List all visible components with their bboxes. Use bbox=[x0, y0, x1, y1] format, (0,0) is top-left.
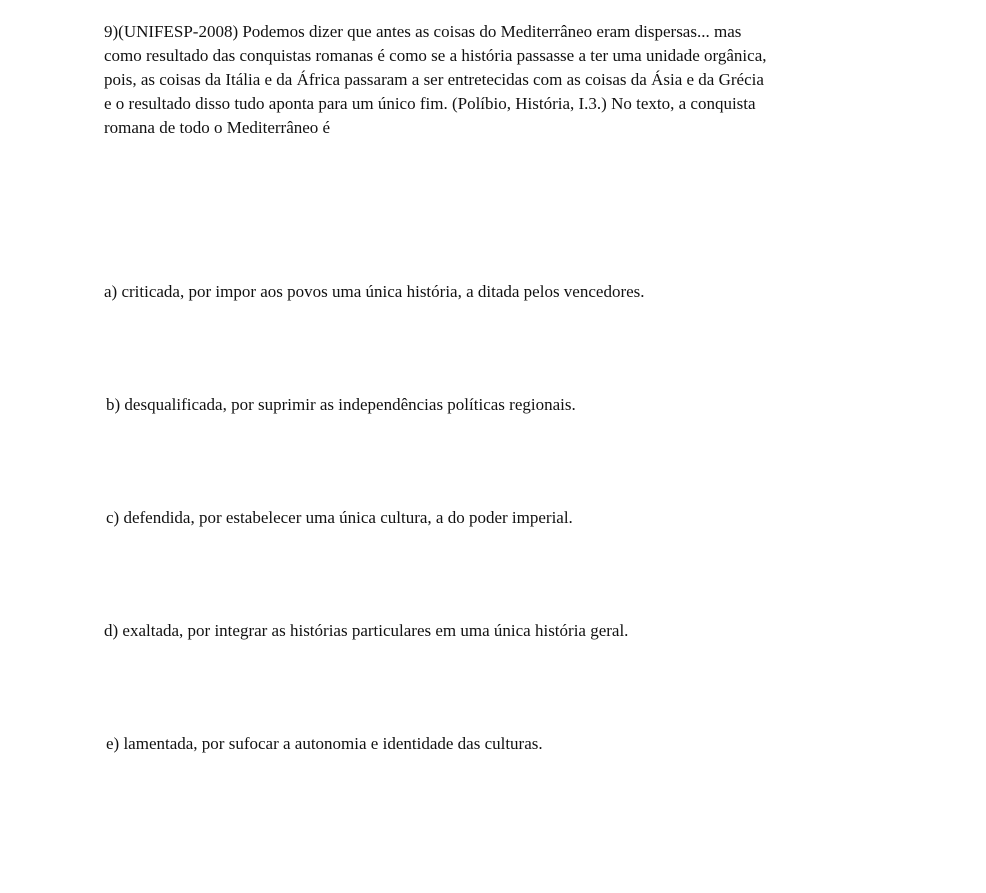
question-line: pois, as coisas da Itália e da África passaram a ser entretecidas com as coisas da Ásia e da Grécia bbox=[104, 70, 764, 89]
option-a: a) criticada, por impor aos povos uma única história, a ditada pelos vencedores. bbox=[104, 282, 645, 301]
option-d: d) exaltada, por integrar as histórias particulares em uma única história geral. bbox=[104, 621, 629, 640]
option-e: e) lamentada, por sufocar a autonomia e identidade das culturas. bbox=[106, 734, 543, 753]
question-line: como resultado das conquistas romanas é como se a história passasse a ter uma unidade orgânica, bbox=[104, 46, 767, 65]
option-b: b) desqualificada, por suprimir as independências políticas regionais. bbox=[106, 395, 576, 414]
question-text bbox=[104, 20, 944, 140]
question-line: e o resultado disso tudo aponta para um único fim. (Políbio, História, I.3.) No texto, a conquista bbox=[104, 94, 756, 113]
question-line: 9)(UNIFESP-2008) Podemos dizer que antes as coisas do Mediterrâneo eram dispersas... mas bbox=[104, 22, 742, 41]
question-line: romana de todo o Mediterrâneo é bbox=[104, 118, 331, 137]
option-c: c) defendida, por estabelecer uma única cultura, a do poder imperial. bbox=[106, 508, 573, 527]
